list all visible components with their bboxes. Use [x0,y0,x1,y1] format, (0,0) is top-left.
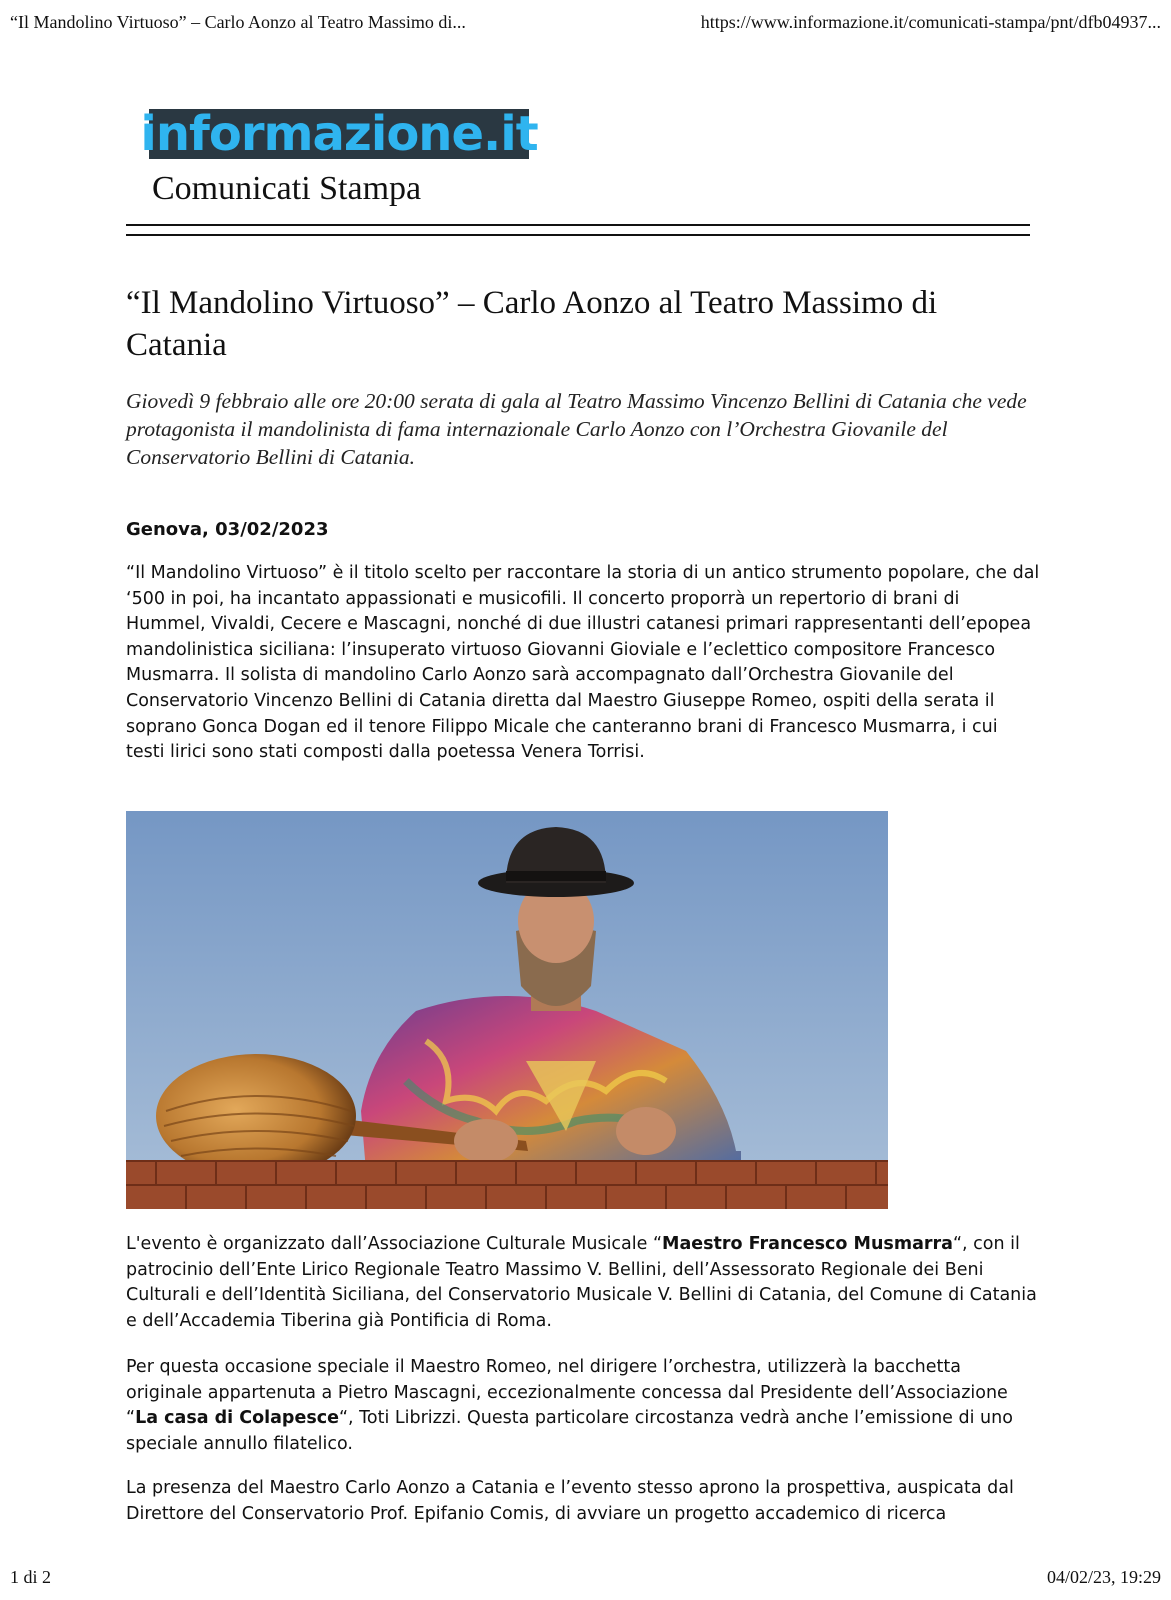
article-photo [126,811,888,1209]
print-header-url[interactable]: https://www.informazione.it/comunicati-stampa/pnt/dfb04937... [700,12,1161,32]
article-paragraph: La presenza del Maestro Carlo Aonzo a Catania e l’evento stesso aprono la prospettiva, auspicata dal Direttore del Conservatorio Prof. Epifanio Comis, di avviare un progetto accademico di ricerca [126,1478,1014,1524]
paragraph-text: “, con il patrocinio dell’Ente Lirico Regionale Teatro Massimo V. Bellini, dell’Assessorato Regionale dei Beni Culturali e dell’Identità Siciliana, del Conservatorio Musicale V. Bellini di Catania, del Comune di Catania e dell’Accademia Tiberina già Pontificia di Roma. [126,1234,1037,1331]
page-number: 1 di 2 [10,1567,52,1587]
association-name: La casa di Colapesce [135,1408,339,1429]
article-dateline: Genova, 03/02/2023 [126,519,329,540]
article-paragraph [126,1355,1041,1457]
site-logo-text: informazione.it [140,106,538,162]
article-subtitle: Giovedì 9 febbraio alle ore 20:00 serata di gala al Teatro Massimo Vincenzo Bellini di Catania che vede protagonista il mandolinista di fama internazionale Carlo Aonzo con l’Orchestra Giovanile del Conservatorio Bellini di Catania. [126,389,1027,469]
print-header [10,12,1161,36]
print-footer [10,1564,1161,1588]
divider [126,224,1030,226]
print-datetime: 04/02/23, 19:29 [1046,1567,1161,1587]
article-paragraph [126,1232,1041,1334]
print-header-title: “Il Mandolino Virtuoso” – Carlo Aonzo al Teatro Massimo di... [10,12,466,32]
mandolinist-photo-image [126,811,888,1209]
site-logo[interactable] [140,106,538,162]
divider [126,234,1030,236]
article-headline: “Il Mandolino Virtuoso” – Carlo Aonzo al Teatro Massimo di Catania [126,285,938,363]
paragraph-text: “, Toti Librizzi. Questa particolare circostanza vedrà anche l’emissione di uno speciale annullo filatelico. [126,1408,1013,1454]
section-title: Comunicati Stampa [152,170,422,207]
paragraph-text: Per questa occasione speciale il Maestro Romeo, nel dirigere l’orchestra, utilizzerà la bacchetta originale appartenuta a Pietro Mascagni, eccezionalmente concessa dal Presidente dell’Associazione “ [126,1357,1008,1429]
organizer-name: Maestro Francesco Musmarra [662,1234,953,1254]
paragraph-text: L'evento è organizzato dall’Associazione Culturale Musicale “ [126,1234,663,1254]
article-paragraph: “Il Mandolino Virtuoso” è il titolo scelto per raccontare la storia di un antico strumento popolare, che dal ‘500 in poi, ha incantato appassionati e musicofili. Il concerto proporrà un repertorio di brani di Hummel, Vivaldi, Cecere e Mascagni, nonché di due illustri catanesi primari rappresentanti dell’epopea mandolinistica siciliana: l’insuperato virtuoso Giovanni Gioviale e l’eclettico compositore Francesco Musmarra. Il solista di mandolino Carlo Aonzo sarà accompagnato dall’Orchestra Giovanile del Conservatorio Vincenzo Bellini di Catania diretta dal Maestro Giuseppe Romeo, ospiti della serata il soprano Gonca Dogan ed il tenore Filippo Micale che canteranno brani di Francesco Musmarra, i cui testi lirici sono stati composti dalla poetessa Venera Torrisi. [126,563,1040,763]
